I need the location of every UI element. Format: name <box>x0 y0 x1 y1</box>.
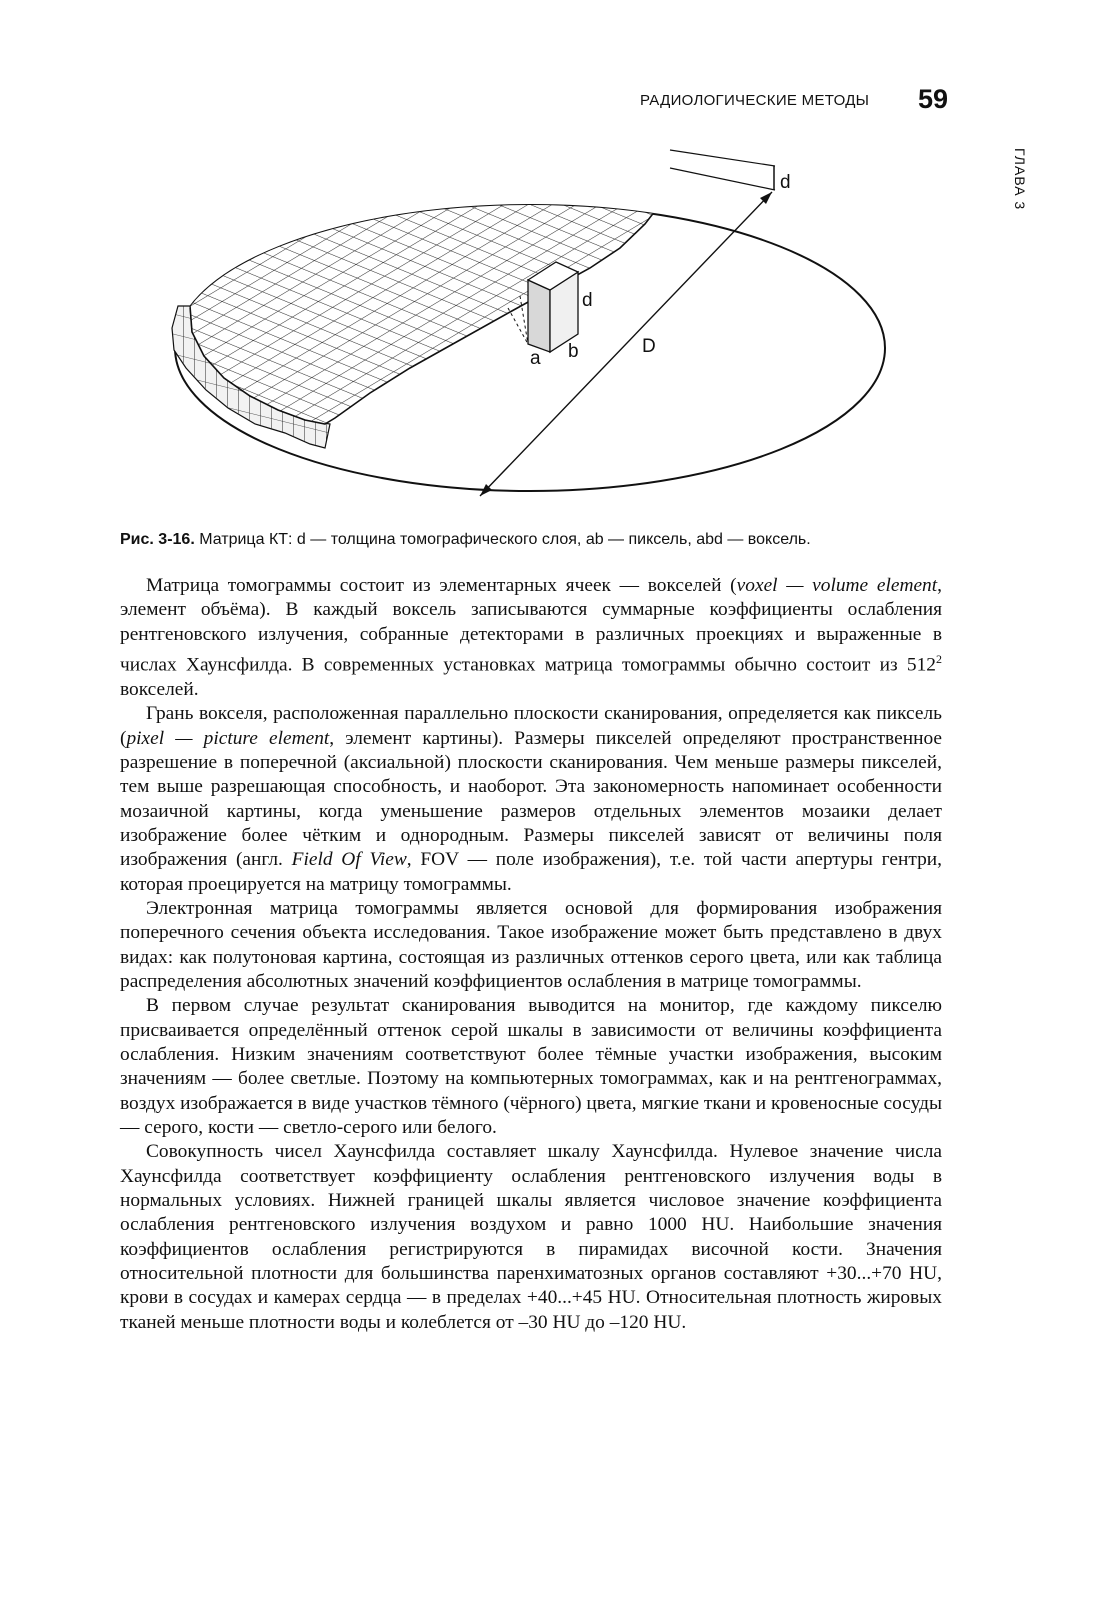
running-title: РАДИОЛОГИЧЕСКИЕ МЕТОДЫ <box>640 92 870 109</box>
p2-text-1: Грань вокселя, расположенная параллельно плоскости сканирования, определяется как пиксель ( <box>120 703 942 749</box>
p2-italic-fov: Field Of View <box>291 849 407 871</box>
page-number: 59 <box>918 84 949 114</box>
p1-superscript: 2 <box>936 652 942 667</box>
label-d-top: d <box>780 172 791 193</box>
label-d-voxel: d <box>582 290 593 311</box>
label-a: a <box>530 348 541 369</box>
ct-matrix-figure <box>150 128 950 518</box>
paragraph-2 <box>120 702 942 897</box>
paragraph-4: В первом случае результат сканирования выводится на монитор, где каждому пикселю присваивается определённый оттенок серой шкалы в зависимости от величины коэффициента ослабления. Низким значениям соответствуют более тёмные участки изображения, высоким значениям — более светлые. Поэтому на компьютерных томограммах, как и на рентгенограммах, воздух изображается в виде участков тёмного (чёрного) цвета, мягкие ткани и кровеносные сосуды — серого, кости — светло-серого или белого. <box>120 995 942 1139</box>
p1-text-3: вокселей. <box>120 678 199 700</box>
p2-italic-term: pixel — picture element <box>126 727 330 749</box>
thickness-line-bottom <box>670 168 775 190</box>
caption-text: Матрица КТ: d — толщина томографического слоя, ab — пиксель, abd — воксель. <box>194 531 811 548</box>
voxel-front <box>528 280 550 352</box>
label-b: b <box>568 341 579 362</box>
p1-text-1: Матрица томограммы состоит из элементарных ячеек — вокселей ( <box>146 575 737 596</box>
paragraph-1 <box>120 574 942 702</box>
paragraph-5: Совокупность чисел Хаунсфилда составляет шкалу Хаунсфилда. Нулевое значение числа Хаунсфилда соответствует коэффициенту ослабления рентгеновского излучения воды в нормальных условиях. Нижней границей шкалы является числовое значение коэффициента ослабления рентгеновского излучения воздухом и равно 1000 HU. Наибольшие значения коэффициентов ослабления регистрируются в пирамидах височной кости. Значения относительной плотности для большинства паренхиматозных органов составляют +30...+70 HU, крови в сосудах и камерах сердца — в пределах +40...+45 HU. Относительная плотность жировых тканей меньше плотности воды и колеблется от –30 HU до –120 HU. <box>120 1141 942 1333</box>
p2-text-3: , FOV — поле изображения), т.е. той части апертуры гентри, которая проецируется на матрицу томограммы. <box>120 849 942 895</box>
chapter-tab: ГЛАВА 3 <box>1012 148 1028 211</box>
body-text <box>120 574 942 1335</box>
paragraph-3: Электронная матрица томограммы является основой для формирования изображения поперечного сечения объекта исследования. Такое изображение может быть представлено в двух видах: как полутоновая картина, состоящая из различных оттенков серого цвета, или как таблица распределения абсолютных значений коэффициентов ослабления в матрице томограммы. <box>120 897 942 992</box>
thickness-line-top <box>670 150 775 166</box>
p1-italic-term: voxel — volume element <box>736 575 938 596</box>
caption-number: Рис. 3-16. <box>120 531 195 548</box>
figure-caption <box>120 530 980 550</box>
p2-text-2: , элемент картины). Размеры пикселей определяют пространственное разрешение в поперечной (аксиальной) плоскости сканирования. Чем меньше размеры пикселей, тем выше разрешающая способность, и наоборот. Эта закономерность напоминает особенности мозаичной картины, когда уменьшение размеров отдельных элементов мозаики делает изображение более чётким и однородным. Размеры пикселей зависят от величины поля изображения (англ. <box>120 727 942 871</box>
p1-text-2: , элемент объёма). В каждый воксель записываются суммарные коэффициенты ослабления рентгеновского излучения, собранные детекторами в различных проекциях и выраженные в числах Хаунсфилда. В современных установках матрица томограммы обычно состоит из 512 <box>120 575 942 676</box>
label-D: D <box>642 336 656 357</box>
